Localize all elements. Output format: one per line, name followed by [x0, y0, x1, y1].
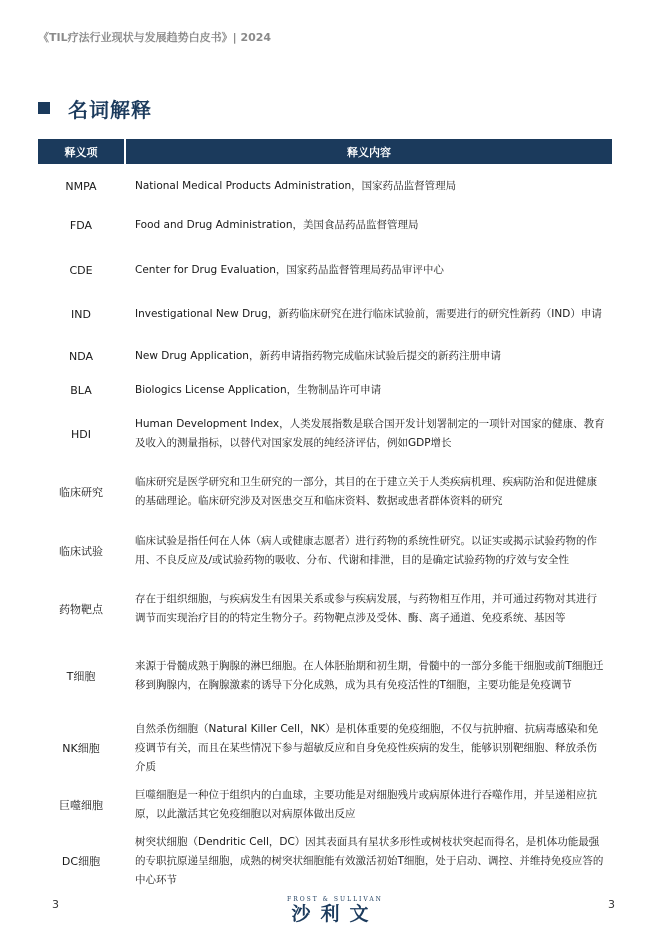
term-cell: 临床试验 [59, 545, 103, 558]
table-row [38, 215, 612, 235]
term-cell: NDA [68, 349, 94, 363]
page-number-right: 3 [608, 898, 615, 911]
table-row [38, 414, 612, 454]
definition-cell: 临床研究是医学研究和卫生研究的一部分，其目的在于建立关于人类疾病机理、疾病防治和促进健康的基础理论。临床研究涉及对医患交互和临床资料、数据或患者群体资料的研究 [135, 476, 597, 507]
term-cell: NK细胞 [62, 742, 100, 755]
table-row [38, 785, 612, 825]
table-row [38, 472, 612, 512]
page-number-left: 3 [52, 898, 59, 911]
table-row [38, 304, 612, 324]
table-row [38, 346, 612, 366]
column-header-term: 释义项 [38, 139, 124, 164]
term-cell: BLA [70, 383, 92, 397]
table-row [38, 531, 612, 571]
definition-cell: 存在于组织细胞，与疾病发生有因果关系或参与疾病发展，与药物相互作用，并可通过药物对其进行调节而实现治疗目的的特定生物分子。药物靶点涉及受体、酶、离子通道、免疫系统、基因等 [135, 593, 597, 624]
document-header-title: 《TIL疗法行业现状与发展趋势白皮书》| 2024 [38, 31, 272, 44]
term-cell: CDE [69, 263, 93, 277]
definition-cell: 自然杀伤细胞（Natural Killer Cell，NK）是机体重要的免疫细胞，不仅与抗肿瘤、抗病毒感染和免疫调节有关，而且在某些情况下参与超敏反应和自身免疫性疾病的发生，能够识别靶细胞、释放杀伤介质 [135, 722, 599, 773]
definition-cell: Human Development Index，人类发展指数是联合国开发计划署制定的一项针对国家的健康、教育及收入的测量指标，以替代对国家发展的纯经济评估，例如GDP增长 [135, 418, 605, 449]
table-row [38, 719, 612, 777]
definition-cell: Investigational New Drug，新药临床研究在进行临床试验前，需要进行的研究性新药（IND）申请 [135, 307, 602, 320]
table-row [38, 589, 612, 629]
logo-english-text: FROST & SULLIVAN [287, 896, 383, 903]
definition-cell: Biologics License Application，生物制品许可申请 [135, 383, 382, 396]
definition-cell: 树突状细胞（Dendritic Cell，DC）因其表面具有星状多形性或树枝状突起而得名，是机体功能最强的专职抗原递呈细胞，成熟的树突状细胞能有效激活初始T细胞，处于启动、调控、并维持免疫应答的中心环节 [135, 835, 604, 886]
square-bullet-icon [38, 102, 50, 114]
term-cell: IND [71, 307, 91, 321]
section-title: 名词解释 [68, 97, 152, 122]
term-cell: T细胞 [66, 670, 96, 683]
table-row [38, 176, 612, 196]
definition-cell: 来源于骨髓成熟于胸腺的淋巴细胞。在人体胚胎期和初生期，骨髓中的一部分多能干细胞或前T细胞迁移到胸腺内，在胸腺激素的诱导下分化成熟，成为具有免疫活性的T细胞，主要功能是免疫调节 [135, 660, 604, 691]
definition-cell: New Drug Application，新药申请指药物完成临床试验后提交的新药注册申请 [135, 349, 501, 362]
term-cell: 临床研究 [59, 486, 103, 499]
table-row [38, 832, 612, 890]
section-heading [38, 94, 152, 122]
definition-cell: 临床试验是指任何在人体（病人或健康志愿者）进行药物的系统性研究。以证实或揭示试验药物的作用、不良反应及/或试验药物的吸收、分布、代谢和排泄，目的是确定试验药物的疗效与安全性 [135, 535, 597, 566]
table-row [38, 656, 612, 696]
definition-cell: 巨噬细胞是一种位于组织内的白血球，主要功能是对细胞残片或病原体进行吞噬作用，并呈递相应抗原，以此激活其它免疫细胞以对病原体做出反应 [135, 789, 597, 820]
term-cell: 药物靶点 [59, 603, 103, 616]
frost-sullivan-logo [260, 896, 410, 925]
definition-cell: Food and Drug Administration，美国食品药品监督管理局 [135, 218, 419, 231]
glossary-table-header [38, 139, 612, 164]
definition-cell: National Medical Products Administration，国家药品监督管理局 [135, 179, 457, 192]
column-header-definition: 释义内容 [126, 139, 612, 164]
logo-chinese-text: 沙利文 [291, 903, 379, 925]
table-row [38, 380, 612, 400]
table-row [38, 260, 612, 280]
term-cell: DC细胞 [61, 855, 101, 868]
definition-cell: Center for Drug Evaluation，国家药品监督管理局药品审评中心 [135, 263, 444, 276]
term-cell: 巨噬细胞 [59, 799, 103, 812]
term-cell: FDA [69, 218, 93, 232]
term-cell: NMPA [65, 179, 97, 193]
term-cell: HDI [71, 427, 91, 441]
